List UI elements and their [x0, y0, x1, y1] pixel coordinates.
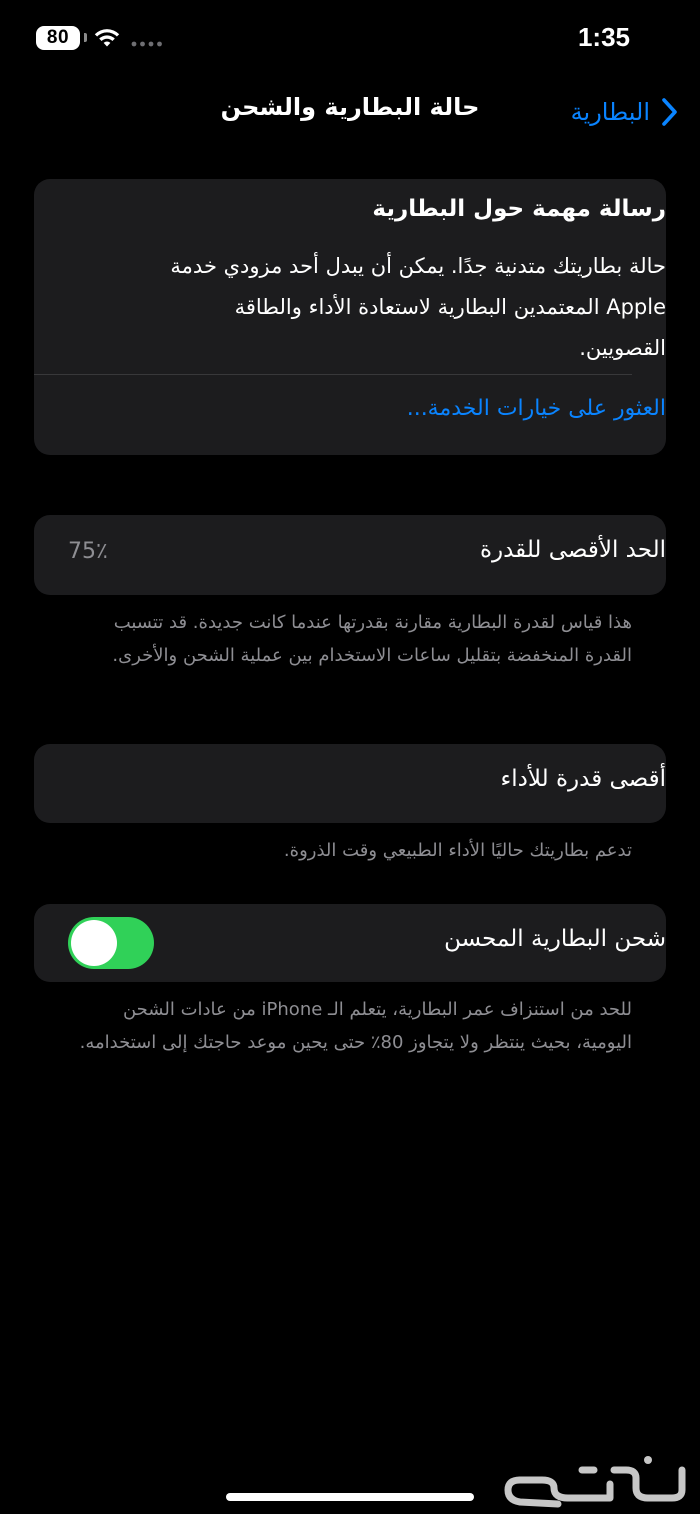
battery-level: 80 [46, 27, 70, 48]
optimized-charging-toggle[interactable] [68, 917, 154, 969]
back-button[interactable] [571, 92, 682, 132]
back-button-label: البطارية [570, 98, 650, 126]
maximum-capacity-value: 75٪ [68, 539, 108, 564]
card-divider [34, 374, 632, 375]
battery-tip [84, 33, 87, 42]
page-title: حالة البطارية والشحن [220, 93, 480, 121]
optimized-charging-footer: للحد من استنزاف عمر البطارية، يتعلم الـ iPhone من عادات الشحن اليومية، بحيث ينتظر ولا يتجاوز 80٪ حتى يحين موعد حاجتك إلى استخدامه. [79, 999, 632, 1053]
status-time: 1:35 [577, 22, 630, 52]
peak-performance-footer: تدعم بطاريتك حاليًا الأداء الطبيعي وقت الذروة. [283, 840, 632, 861]
important-message-body: حالة بطاريتك متدنية جدًا. يمكن أن يبدل أحد مزودي خدمة Apple المعتمدين البطارية لاستعادة الأداء والطاقة القصويين. [170, 254, 666, 360]
important-message-title: رسالة مهمة حول البطارية [372, 196, 666, 222]
status-bar [0, 0, 700, 78]
maximum-capacity-footer: هذا قياس لقدرة البطارية مقارنة بقدرتها عندما كانت جديدة. قد تتسبب القدرة المنخفضة بتقليل ساعات الاستخدام بين عملية الشحن والأخرى. [112, 612, 632, 666]
chevron-left-icon [656, 94, 682, 130]
haraj-watermark-logo [498, 1450, 688, 1508]
toggle-knob [71, 920, 117, 966]
home-indicator[interactable] [226, 1493, 474, 1501]
peak-performance-label: أقصى قدرة للأداء [500, 766, 666, 792]
optimized-charging-label: شحن البطارية المحسن [444, 926, 666, 952]
maximum-capacity-label: الحد الأقصى للقدرة [479, 537, 666, 563]
cellular-signal-icon [131, 41, 163, 47]
find-service-options-link[interactable]: العثور على خيارات الخدمة... [406, 396, 666, 421]
wifi-icon [94, 28, 120, 48]
battery-icon [36, 26, 80, 50]
